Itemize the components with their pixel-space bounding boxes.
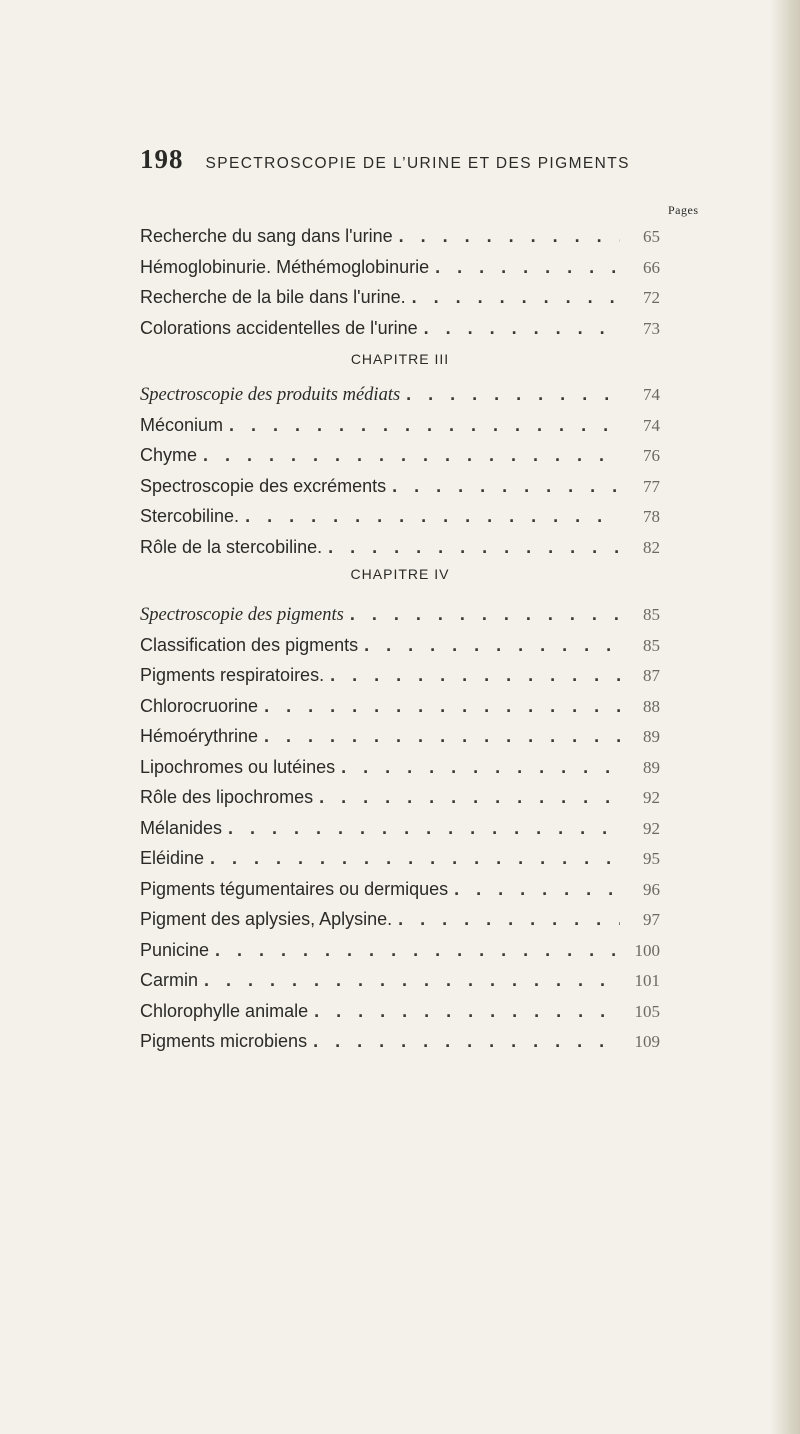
toc-entry-title: Recherche de la bile dans l'urine.	[140, 287, 406, 307]
dot-leader	[245, 506, 620, 527]
toc-entry-page: 65	[643, 227, 660, 246]
toc-entry-title: Pigments tégumentaires ou dermiques	[140, 878, 449, 899]
toc-entry-page: 72	[643, 288, 660, 307]
dot-leader	[350, 604, 620, 625]
dot-leader	[424, 318, 620, 339]
toc-entry-title: Pigment des aplysies, Aplysine.	[140, 909, 393, 929]
running-head: SPECTROSCOPIE DE L’URINE ET DES PIGMENTS	[205, 155, 630, 172]
toc-entry	[140, 226, 660, 257]
toc-entry	[140, 635, 660, 666]
dot-leader	[203, 445, 620, 466]
toc-entry	[140, 848, 660, 879]
toc-entry-title: Colorations accidentelles de l'urine	[140, 317, 418, 338]
dot-leader	[412, 287, 620, 308]
toc-entry-title: Méconium	[140, 414, 224, 435]
toc-entry	[140, 665, 660, 696]
toc-entry-page: 105	[634, 1001, 660, 1021]
dot-leader	[454, 879, 620, 900]
dot-leader	[398, 909, 620, 930]
dot-leader	[319, 787, 620, 808]
toc-entry-page: 89	[643, 727, 660, 746]
toc-entry-title: Spectroscopie des pigments	[140, 605, 344, 625]
toc-entry	[140, 696, 660, 727]
toc-entry	[140, 257, 660, 288]
dot-leader	[330, 665, 620, 686]
toc-entry-page: 87	[643, 666, 660, 685]
dot-leader	[210, 848, 620, 869]
toc-entry-page: 76	[643, 446, 660, 465]
toc-entry-title: Carmin	[140, 970, 199, 990]
toc-entry-title: Eléidine	[140, 848, 205, 868]
toc-entry	[140, 1001, 660, 1032]
toc-entry	[140, 879, 660, 910]
toc-entry	[140, 506, 660, 537]
toc-entry	[140, 604, 660, 635]
dot-leader	[264, 696, 620, 717]
toc-entry	[140, 970, 660, 1001]
toc-entry-page: 109	[634, 1032, 660, 1051]
toc-entry-page: 92	[643, 818, 660, 838]
toc-entry	[140, 537, 660, 568]
toc-entry-title: Hémoglobinurie. Méthémoglobinurie	[140, 256, 430, 277]
toc-entry	[140, 757, 660, 788]
toc-entry-title: Classification des pigments	[140, 634, 359, 655]
dot-leader	[341, 757, 620, 778]
toc-entry-page: 85	[643, 605, 660, 624]
toc-entry-page: 74	[643, 385, 660, 404]
toc-entry-page: 101	[634, 971, 660, 990]
dot-leader	[328, 537, 620, 558]
toc-entry-page: 95	[643, 849, 660, 868]
dot-leader	[204, 970, 620, 991]
toc-entry-page: 85	[643, 635, 660, 655]
toc-entry	[140, 415, 660, 446]
toc-entry	[140, 940, 660, 971]
toc-entry-title: Mélanides	[140, 817, 223, 838]
toc-entry	[140, 318, 660, 349]
toc-section-chapter-3	[140, 384, 660, 567]
toc-entry-title: Pigments respiratoires.	[140, 665, 325, 685]
dot-leader	[229, 415, 620, 436]
dot-leader	[406, 384, 620, 405]
toc-entry-title: Recherche du sang dans l'urine	[140, 226, 393, 246]
toc-entry-page: 100	[634, 940, 660, 960]
toc-entry-title: Rôle des lipochromes	[140, 787, 314, 807]
dot-leader	[364, 635, 620, 656]
toc-entry-page: 66	[643, 257, 660, 277]
toc-section-chapter-4	[140, 604, 660, 1062]
toc-entry	[140, 909, 660, 940]
toc-entry-title: Stercobiline.	[140, 506, 240, 526]
toc-entry	[140, 384, 660, 415]
toc-entry-title: Chlorocruorine	[140, 695, 259, 716]
toc-entry-page: 74	[643, 415, 660, 435]
dot-leader	[215, 940, 620, 961]
toc-entry-page: 73	[643, 318, 660, 338]
toc-entry	[140, 787, 660, 818]
toc-entry	[140, 476, 660, 507]
toc-entry-title: Spectroscopie des excréments	[140, 475, 387, 496]
dot-leader	[264, 726, 620, 747]
dot-leader	[392, 476, 620, 497]
dot-leader	[435, 257, 620, 278]
toc-entry-page: 88	[643, 696, 660, 716]
dot-leader	[228, 818, 620, 839]
page-header	[140, 144, 710, 175]
dot-leader	[313, 1031, 620, 1052]
dot-leader	[399, 226, 620, 247]
toc-entry-title: Hémoérythrine	[140, 726, 259, 746]
toc-entry-title: Punicine	[140, 939, 210, 960]
chapter-4-heading: CHAPITRE IV	[350, 566, 450, 582]
toc-entry-title: Chlorophylle animale	[140, 1000, 309, 1021]
toc-entry-title: Pigments microbiens	[140, 1031, 308, 1051]
toc-entry-title: Lipochromes ou lutéines	[140, 756, 336, 777]
toc-section-chapter-2-tail	[140, 226, 660, 348]
toc-entry-title: Rôle de la stercobiline.	[140, 536, 323, 557]
toc-entry-page: 78	[643, 507, 660, 526]
toc-entry-page: 89	[643, 757, 660, 777]
toc-entry	[140, 287, 660, 318]
page-number: 198	[140, 144, 184, 174]
toc-entry	[140, 445, 660, 476]
pages-column-label: Pages	[668, 203, 699, 217]
toc-entry-page: 97	[643, 910, 660, 929]
toc-entry-page: 96	[643, 879, 660, 899]
toc-entry	[140, 818, 660, 849]
toc-entry	[140, 1031, 660, 1062]
toc-entry-page: 82	[643, 537, 660, 557]
toc-entry-page: 77	[643, 476, 660, 496]
dot-leader	[314, 1001, 620, 1022]
toc-entry-page: 92	[643, 788, 660, 807]
page-edge-shadow	[770, 0, 800, 1434]
toc-entry-title: Chyme	[140, 445, 198, 465]
toc-entry	[140, 726, 660, 757]
toc-entry-title: Spectroscopie des produits médiats	[140, 385, 401, 405]
chapter-3-heading: CHAPITRE III	[350, 351, 450, 367]
